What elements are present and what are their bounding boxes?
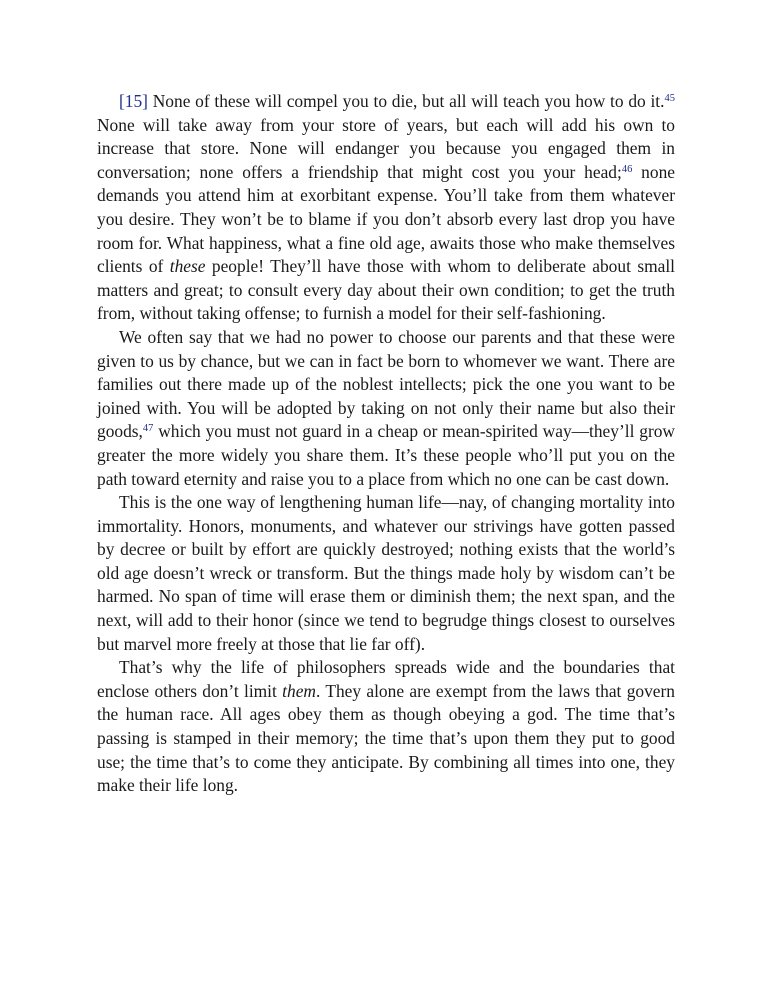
footnote-ref-47[interactable]: 47	[142, 423, 154, 435]
paragraph-2	[97, 326, 675, 491]
document-page	[97, 90, 675, 798]
italic-text: these	[169, 256, 206, 277]
footnote-ref-46[interactable]: 46	[621, 164, 633, 176]
paragraph-4	[97, 656, 675, 798]
italic-text: them	[282, 680, 316, 701]
text-run: That’s why the life of philosophers spreads wide and the boundaries that enclose others don’t limit	[97, 657, 675, 701]
text-run: . They alone are exempt from the laws that govern the human race. All ages obey them as though obeying a god. The time that’s passing is stamped in their memory; the time that’s upon them they put to good use; the time that’s to come they anticipate. By combining all times into one, they make their life long.	[97, 680, 675, 796]
footnote-ref-45[interactable]: 45	[664, 93, 675, 105]
text-run: people! They’ll have those with whom to deliberate about small matters and great; to consult every day about their own condition; to get the truth from, without taking offense; to furnish a model for their self-fashioning.	[97, 256, 676, 324]
text-run: None will take away from your store of years, but each will add his own to increase that store. None will endanger you because you engaged them in conversation; none offers a friendship that might cost you your head;	[97, 114, 675, 182]
section-number-link[interactable]: [15]	[119, 91, 148, 111]
paragraph-1	[97, 90, 675, 326]
text-run: which you must not guard in a cheap or mean-spirited way—they’ll grow greater the more widely you share them. It’s these people who’ll put you on the path toward eternity and raise you to a place from which no one can be cast down.	[97, 421, 675, 489]
paragraph-3	[97, 491, 675, 656]
text-run: None of these will compel you to die, but all will teach you how to do it.	[147, 91, 665, 111]
text-run: We often say that we had no power to choose our parents and that these were given to us by chance, but we can in fact be born to whomever we want. There are families out there made up of the noblest intellects; pick the one you want to be joined with. You will be adopted by taking on not only their name but also their goods,	[97, 326, 675, 442]
text-run: none demands you attend him at exorbitant expense. You’ll take from them whatever you desire. They won’t be to blame if you don’t absorb every last drop you have room for. What happiness, what a fine old age, awaits those who make themselves clients of	[97, 161, 675, 277]
text-run: This is the one way of lengthening human life—nay, of changing mortality into immortality. Honors, monuments, and whatever our strivings have gotten passed by decree or built by effort are quickly destroyed; nothing exists that the world’s old age doesn’t wreck or transform. But the things made holy by wisdom can’t be harmed. No span of time will erase them or diminish them; the next span, and the next, will add to their honor (since we tend to begrudge things closest to ourselves but marvel more freely at those that lie far off).	[97, 492, 675, 654]
